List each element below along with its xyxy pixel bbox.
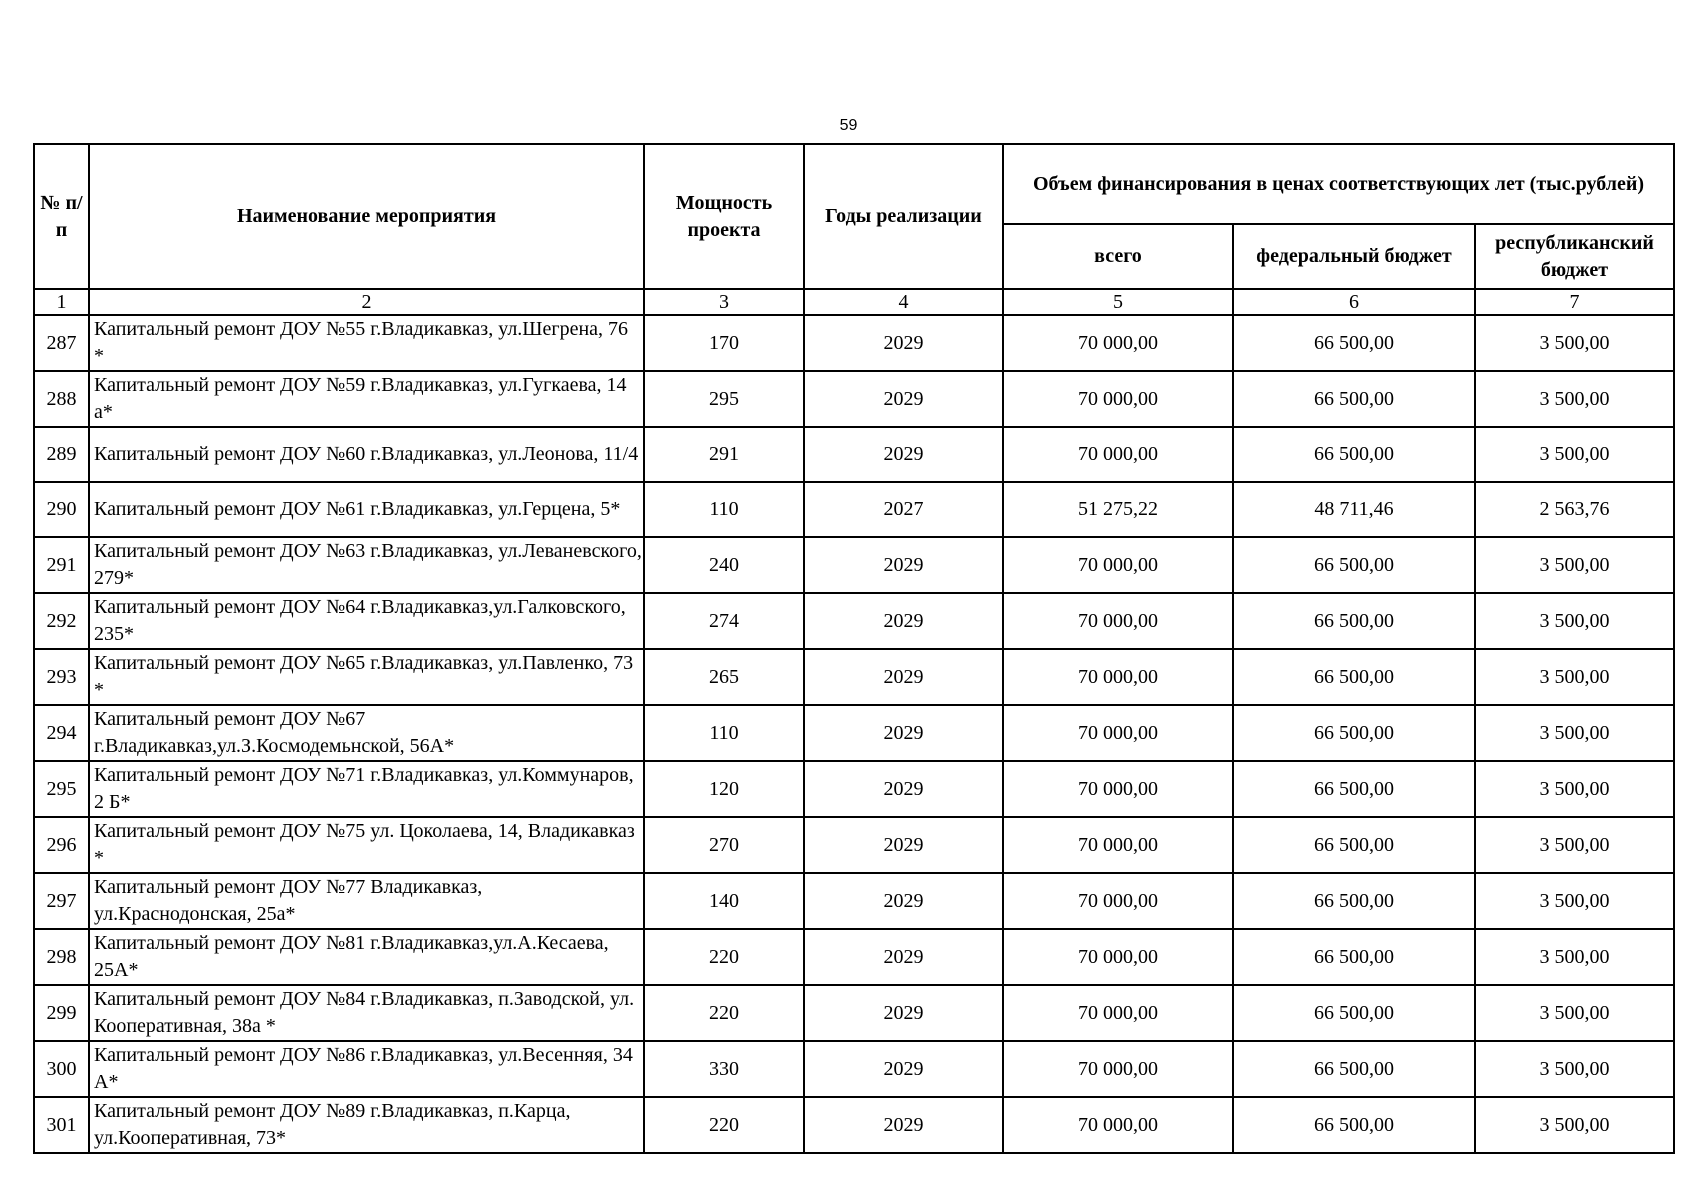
cell-federal: 66 500,00 — [1233, 371, 1475, 427]
cell-year: 2029 — [804, 1041, 1003, 1097]
cell-federal: 66 500,00 — [1233, 315, 1475, 371]
column-index-row — [34, 289, 1674, 315]
cell-num: 298 — [34, 929, 89, 985]
cell-year: 2027 — [804, 482, 1003, 537]
cell-capacity: 120 — [644, 761, 804, 817]
cell-total: 70 000,00 — [1003, 929, 1233, 985]
column-index: 4 — [804, 289, 1003, 315]
cell-republic: 3 500,00 — [1475, 315, 1674, 371]
cell-federal: 66 500,00 — [1233, 593, 1475, 649]
cell-capacity: 291 — [644, 427, 804, 482]
cell-total: 70 000,00 — [1003, 705, 1233, 761]
cell-name: Капитальный ремонт ДОУ №55 г.Владикавказ, ул.Шегрена, 76 * — [89, 315, 644, 371]
cell-num: 295 — [34, 761, 89, 817]
cell-year: 2029 — [804, 985, 1003, 1041]
cell-capacity: 295 — [644, 371, 804, 427]
cell-republic: 3 500,00 — [1475, 873, 1674, 929]
table-row — [34, 482, 1674, 537]
cell-republic: 3 500,00 — [1475, 1041, 1674, 1097]
table-row — [34, 761, 1674, 817]
cell-republic: 3 500,00 — [1475, 649, 1674, 705]
cell-year: 2029 — [804, 1097, 1003, 1153]
cell-name: Капитальный ремонт ДОУ №89 г.Владикавказ, п.Карца, ул.Кооперативная, 73* — [89, 1097, 644, 1153]
cell-total: 70 000,00 — [1003, 1097, 1233, 1153]
cell-year: 2029 — [804, 371, 1003, 427]
cell-name: Капитальный ремонт ДОУ №71 г.Владикавказ, ул.Коммунаров, 2 Б* — [89, 761, 644, 817]
cell-num: 297 — [34, 873, 89, 929]
cell-capacity: 220 — [644, 985, 804, 1041]
cell-num: 292 — [34, 593, 89, 649]
cell-total: 70 000,00 — [1003, 873, 1233, 929]
cell-total: 70 000,00 — [1003, 315, 1233, 371]
header-capacity: Мощность проекта — [644, 144, 804, 289]
cell-total: 70 000,00 — [1003, 761, 1233, 817]
column-index: 5 — [1003, 289, 1233, 315]
cell-name: Капитальный ремонт ДОУ №81 г.Владикавказ,ул.А.Кесаева, 25А* — [89, 929, 644, 985]
table-row — [34, 427, 1674, 482]
table-row — [34, 985, 1674, 1041]
cell-capacity: 220 — [644, 1097, 804, 1153]
cell-total: 70 000,00 — [1003, 985, 1233, 1041]
cell-name: Капитальный ремонт ДОУ №86 г.Владикавказ, ул.Весенняя, 34 А* — [89, 1041, 644, 1097]
cell-num: 289 — [34, 427, 89, 482]
header-federal: федеральный бюджет — [1233, 224, 1475, 289]
cell-capacity: 110 — [644, 482, 804, 537]
cell-republic: 3 500,00 — [1475, 985, 1674, 1041]
cell-year: 2029 — [804, 315, 1003, 371]
cell-federal: 66 500,00 — [1233, 761, 1475, 817]
cell-republic: 3 500,00 — [1475, 371, 1674, 427]
column-index: 7 — [1475, 289, 1674, 315]
cell-name: Капитальный ремонт ДОУ №59 г.Владикавказ, ул.Гугкаева, 14 а* — [89, 371, 644, 427]
header-years: Годы реализации — [804, 144, 1003, 289]
cell-total: 70 000,00 — [1003, 371, 1233, 427]
cell-total: 70 000,00 — [1003, 593, 1233, 649]
header-name: Наименование мероприятия — [89, 144, 644, 289]
cell-republic: 3 500,00 — [1475, 761, 1674, 817]
cell-name: Капитальный ремонт ДОУ №60 г.Владикавказ, ул.Леонова, 11/4 — [89, 427, 644, 482]
table-row — [34, 705, 1674, 761]
cell-federal: 66 500,00 — [1233, 1097, 1475, 1153]
cell-republic: 3 500,00 — [1475, 537, 1674, 593]
header-total: всего — [1003, 224, 1233, 289]
cell-name: Капитальный ремонт ДОУ №61 г.Владикавказ, ул.Герцена, 5* — [89, 482, 644, 537]
column-index: 1 — [34, 289, 89, 315]
cell-total: 70 000,00 — [1003, 1041, 1233, 1097]
cell-year: 2029 — [804, 593, 1003, 649]
cell-num: 300 — [34, 1041, 89, 1097]
cell-republic: 3 500,00 — [1475, 817, 1674, 873]
cell-name: Капитальный ремонт ДОУ №77 Владикавказ, ул.Краснодонская, 25а* — [89, 873, 644, 929]
cell-republic: 3 500,00 — [1475, 1097, 1674, 1153]
cell-name: Капитальный ремонт ДОУ №65 г.Владикавказ, ул.Павленко, 73 * — [89, 649, 644, 705]
table-row — [34, 315, 1674, 371]
cell-name: Капитальный ремонт ДОУ №75 ул. Цоколаева, 14, Владикавказ * — [89, 817, 644, 873]
cell-num: 294 — [34, 705, 89, 761]
page-number: 59 — [839, 117, 858, 134]
cell-capacity: 270 — [644, 817, 804, 873]
cell-year: 2029 — [804, 537, 1003, 593]
cell-capacity: 330 — [644, 1041, 804, 1097]
cell-num: 287 — [34, 315, 89, 371]
cell-capacity: 240 — [644, 537, 804, 593]
cell-num: 296 — [34, 817, 89, 873]
cell-year: 2029 — [804, 817, 1003, 873]
cell-name: Капитальный ремонт ДОУ №64 г.Владикавказ,ул.Галковского, 235* — [89, 593, 644, 649]
cell-year: 2029 — [804, 929, 1003, 985]
cell-federal: 48 711,46 — [1233, 482, 1475, 537]
funding-table — [33, 143, 1675, 1154]
cell-capacity: 110 — [644, 705, 804, 761]
cell-republic: 3 500,00 — [1475, 593, 1674, 649]
cell-federal: 66 500,00 — [1233, 817, 1475, 873]
cell-year: 2029 — [804, 761, 1003, 817]
cell-num: 299 — [34, 985, 89, 1041]
cell-federal: 66 500,00 — [1233, 705, 1475, 761]
cell-republic: 3 500,00 — [1475, 705, 1674, 761]
cell-year: 2029 — [804, 873, 1003, 929]
header-num: № п/п — [34, 144, 89, 289]
cell-num: 293 — [34, 649, 89, 705]
cell-total: 51 275,22 — [1003, 482, 1233, 537]
cell-federal: 66 500,00 — [1233, 985, 1475, 1041]
cell-federal: 66 500,00 — [1233, 537, 1475, 593]
cell-federal: 66 500,00 — [1233, 427, 1475, 482]
table-row — [34, 371, 1674, 427]
header-republic: республиканский бюджет — [1475, 224, 1674, 289]
cell-capacity: 140 — [644, 873, 804, 929]
table-row — [34, 817, 1674, 873]
cell-name: Капитальный ремонт ДОУ №63 г.Владикавказ, ул.Леваневского, 279* — [89, 537, 644, 593]
column-index: 2 — [89, 289, 644, 315]
cell-republic: 3 500,00 — [1475, 427, 1674, 482]
cell-federal: 66 500,00 — [1233, 929, 1475, 985]
cell-capacity: 265 — [644, 649, 804, 705]
cell-federal: 66 500,00 — [1233, 873, 1475, 929]
table-row — [34, 649, 1674, 705]
cell-year: 2029 — [804, 649, 1003, 705]
cell-name: Капитальный ремонт ДОУ №84 г.Владикавказ, п.Заводской, ул. Кооперативная, 38а * — [89, 985, 644, 1041]
cell-total: 70 000,00 — [1003, 817, 1233, 873]
cell-num: 301 — [34, 1097, 89, 1153]
cell-year: 2029 — [804, 427, 1003, 482]
header-funding: Объем финансирования в ценах соответствующих лет (тыс.рублей) — [1003, 144, 1674, 224]
table-row — [34, 929, 1674, 985]
table-row — [34, 1097, 1674, 1153]
cell-capacity: 170 — [644, 315, 804, 371]
cell-num: 288 — [34, 371, 89, 427]
cell-num: 290 — [34, 482, 89, 537]
cell-capacity: 274 — [644, 593, 804, 649]
table-row — [34, 593, 1674, 649]
cell-total: 70 000,00 — [1003, 649, 1233, 705]
cell-federal: 66 500,00 — [1233, 649, 1475, 705]
table-row — [34, 873, 1674, 929]
cell-federal: 66 500,00 — [1233, 1041, 1475, 1097]
cell-year: 2029 — [804, 705, 1003, 761]
cell-name: Капитальный ремонт ДОУ №67 г.Владикавказ,ул.З.Космодемьнской, 56А* — [89, 705, 644, 761]
table-row — [34, 1041, 1674, 1097]
cell-total: 70 000,00 — [1003, 427, 1233, 482]
column-index: 6 — [1233, 289, 1475, 315]
column-index: 3 — [644, 289, 804, 315]
cell-total: 70 000,00 — [1003, 537, 1233, 593]
cell-num: 291 — [34, 537, 89, 593]
cell-republic: 2 563,76 — [1475, 482, 1674, 537]
cell-republic: 3 500,00 — [1475, 929, 1674, 985]
table-row — [34, 537, 1674, 593]
cell-capacity: 220 — [644, 929, 804, 985]
